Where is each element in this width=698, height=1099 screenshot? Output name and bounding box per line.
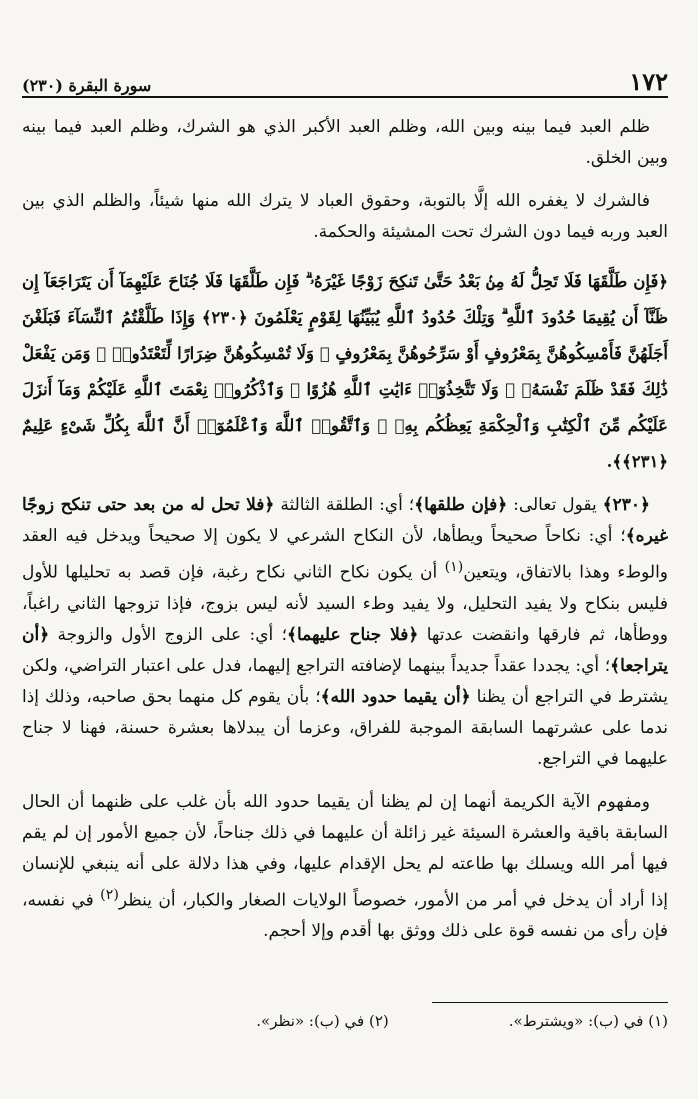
page-header — [22, 62, 668, 94]
surah-title: سورة البقرة (٢٣٠) — [22, 76, 152, 95]
paragraph-4 — [22, 787, 668, 948]
quote-seg: ﴿فإن طلقها﴾ — [414, 495, 508, 515]
verse-ref-230: ﴿٢٣٠﴾ — [602, 495, 651, 515]
text-seg: ومفهوم الآية الكريمة أنهما إن لم يظنا أن يقيما حدود الله بأن غلب على ظنهما أن الحال السابقة باقية والعشرة السيئة غير زائلة أن عليهما في ذلك جناحاً، لأن جميع الأمور إن لم يقم فيها أمر الله ويسلك بها طاعته لم يحل الإقدام عليها، وفي هذا دلالة على أنه ينبغي للإنسان إذا أراد أن يدخل في أمر من الأمور، خصوصاً الولايات الصغار والكبار، أن ينظر — [22, 791, 668, 911]
text-seg: ؛ أي: الطلقة الثالثة — [274, 495, 415, 515]
quote-seg: ﴿فلا جناح عليهما﴾ — [286, 624, 419, 645]
text-seg: ؛ أي: نكاحاً صحيحاً ويطأها، لأن النكاح الشرعي لا يكون إلا صحيحاً ويدخل فيه العقد والوطء وهذا بالاتفاق، ويتعين — [22, 526, 669, 583]
paragraph-2: فالشرك لا يغفره الله إلَّا بالتوبة، وحقوق العباد لا يترك الله منها شيئاً، والظلم الذي بين العبد وربه فيما دون الشرك تحت المشيئة والحكمة. — [22, 191, 668, 242]
page-number: ١٧٢ — [629, 67, 668, 96]
footnote-ref-1: (١) — [444, 559, 464, 575]
quote-seg: ﴿أن يتراجعا﴾ — [22, 624, 668, 676]
paragraph-1: ظلم العبد فيما بينه وبين الله، وظلم العبد الأكبر الذي هو الشرك، وظلم العبد فيما بينه وبين الخلق. — [22, 117, 668, 168]
text-seg: ؛ أي: يجددا عقداً جديداً بينهما لإضافته التراجع إليهما، فدل على اعتبار التراضي، ولكن يشترط في التراجع أن يظنا — [22, 655, 668, 707]
quote-seg: ﴿فلا تحل له من بعد حتى تنكح زوجًا غيره﴾ — [22, 495, 668, 546]
footnotes — [22, 1012, 668, 1030]
text-seg: يقول تعالى: — [507, 495, 603, 515]
text-seg: في نفسه، فإن رأى من نفسه قوة على ذلك ووثق بها أقدم وإلا أحجم. — [22, 890, 668, 942]
footnote-ref-2: (٢) — [100, 886, 119, 903]
header-divider — [22, 96, 668, 98]
quote-seg: ﴿أن يقيما حدود الله﴾ — [320, 686, 471, 707]
footnote-2: (٢) في (ب): «نظر». — [256, 1012, 389, 1030]
quran-verse: ﴿فَإِن طَلَّقَهَا فَلَا تَحِلُّ لَهُ مِنۢ بَعْدُ حَتَّىٰ تَنكِحَ زَوْجًا غَيْرَهُۥ ۗ فَإِن طَلَّقَهَا فَلَا جُنَاحَ عَلَيْهِمَآ أَن يَتَرَاجَعَآ إِن ظَنَّآ أَن يُقِيمَا حُدُودَ ٱللَّهِ ۗ وَتِلْكَ حُدُودُ ٱللَّهِ يُبَيِّنُهَا لِقَوْمٍ يَعْلَمُونَ ﴿٢٣٠﴾ وَإِذَا طَلَّقْتُمُ ٱلنِّسَآءَ فَبَلَغْنَ أَجَلَهُنَّ فَأَمْسِكُوهُنَّ بِمَعْرُوفٍ أَوْ سَرِّحُوهُنَّ بِمَعْرُوفٍ ۚ وَلَا تُمْسِكُوهُنَّ ضِرَارًا لِّتَعْتَدُوا۟ ۚ وَمَن يَفْعَلْ ذَٰلِكَ فَقَدْ ظَلَمَ نَفْسَهُۥ ۚ وَلَا تَتَّخِذُوٓا۟ ءَايَٰتِ ٱللَّهِ هُزُوًا ۚ وَٱذْكُرُوا۟ نِعْمَتَ ٱللَّهِ عَلَيْكُمْ وَمَآ أَنزَلَ عَلَيْكُم مِّنَ ٱلْكِتَٰبِ وَٱلْحِكْمَةِ يَعِظُكُم بِهِۦ ۚ وَٱتَّقُوا۟ ٱللَّهَ وَٱعْلَمُوٓا۟ أَنَّ ٱللَّهَ بِكُلِّ شَىْءٍ عَلِيمٌ ﴿٢٣١﴾﴾. — [22, 272, 668, 471]
footnote-1: (١) في (ب): «ويشترط». — [508, 1012, 668, 1030]
paragraph-3 — [22, 490, 668, 775]
text-seg: ؛ أي: على الزوج الأول والزوجة — [49, 624, 287, 645]
text-seg: أن يكون نكاح الثاني نكاح رغبة، فإن قصد به تحليلها للأول فليس بنكاح ولا يفيد التحليل، ولا يفيد وطء السيد لأنه ليس بزوج، فإذا تزوجها الثاني راغباً، ووطأها، ثم فارقها وانقضت عدتها — [22, 562, 669, 645]
footnote-divider — [432, 1002, 668, 1003]
page-body — [22, 112, 668, 959]
text-seg: ؛ بأن يقوم كل منهما بحق صاحبه، وذلك إذا ندما على عشرتهما السابقة الموجبة للفراق، وعزما أن يبدلاها بعشرة حسنة، فهنا لا جناح عليهما في التراجع. — [22, 686, 668, 769]
